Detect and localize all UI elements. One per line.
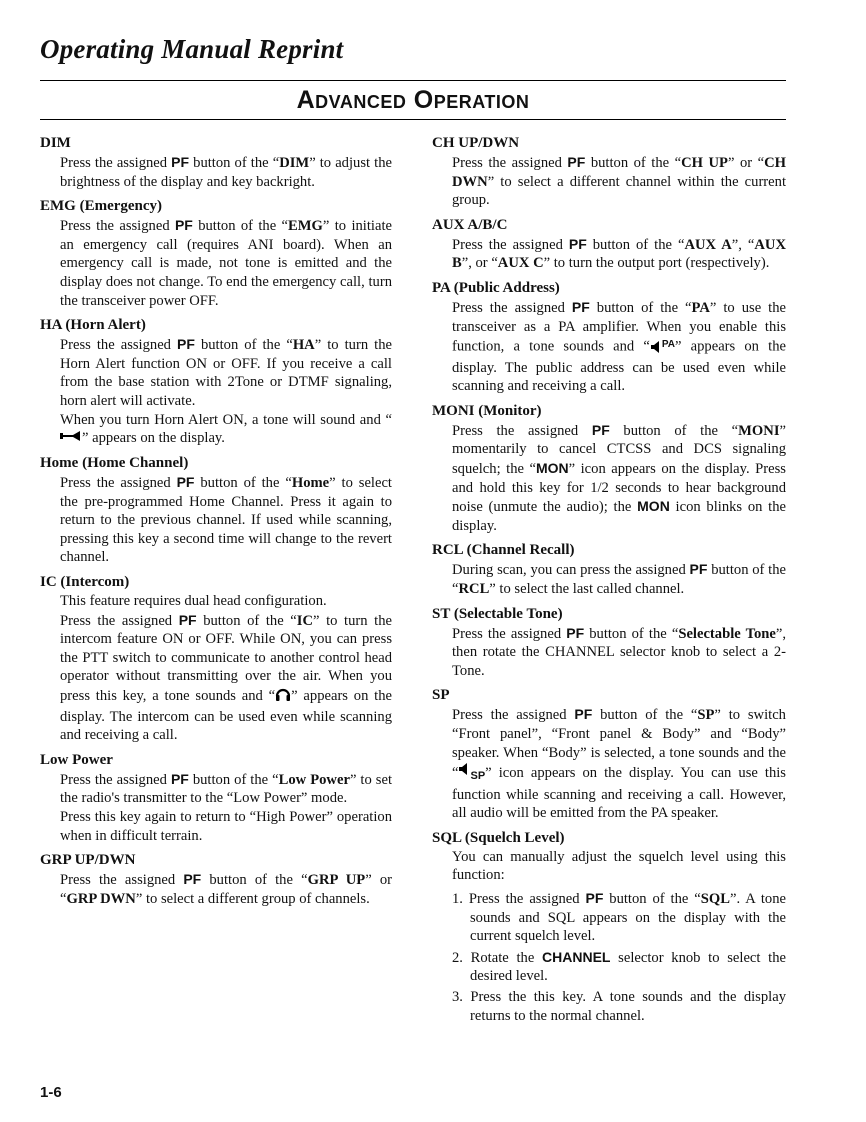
entry-title: SQL (Squelch Level) bbox=[432, 829, 565, 846]
header-rule bbox=[40, 80, 786, 81]
entry-ha bbox=[40, 316, 392, 448]
entry-body: This feature requires dual head configuration. Press the assigned PF button of the “IC” to turn the intercom feature ON or OFF. While ON, you can press the PTT switch to communicate to another control head operator without transmitting over the air. When you press this key, a tone sounds and “ ” appears on the display. The intercom can be used even while scanning and receiving a call. bbox=[60, 593, 392, 744]
right-column bbox=[432, 134, 786, 1031]
entry-body: Press the assigned PF button of the “GRP UP” or “GRP DWN” to select a different group of channels. bbox=[60, 871, 392, 907]
entry-sp bbox=[432, 686, 786, 822]
horn-icon bbox=[60, 429, 82, 448]
page-number: 1-6 bbox=[40, 1084, 62, 1101]
entry-title: AUX A/B/C bbox=[432, 216, 508, 233]
entry-title: HA (Horn Alert) bbox=[40, 317, 146, 334]
header-title: Operating Manual Reprint bbox=[40, 34, 344, 64]
entry-body: You can manually adjust the squelch level using this function: 1. Press the assigned PF button of the “SQL”. A tone sounds and SQL appears on the display with the current squelch level. 2. Rotate the CHANNEL selector knob to select the desired level. 3. Press the this key. A tone sounds and the display returns to the normal channel. bbox=[452, 848, 786, 1024]
entry-title: CH UP/DWN bbox=[432, 135, 520, 151]
section-title: Advanced Operation bbox=[296, 86, 530, 114]
entry-pa bbox=[432, 279, 786, 396]
entry-grp bbox=[40, 851, 392, 908]
left-column bbox=[40, 134, 392, 914]
entry-title: PA (Public Address) bbox=[432, 279, 560, 296]
section-rule bbox=[40, 119, 786, 120]
entry-st bbox=[432, 605, 786, 681]
entry-rcl bbox=[432, 541, 786, 598]
entry-title: ST (Selectable Tone) bbox=[432, 605, 563, 622]
entry-title: IC (Intercom) bbox=[40, 574, 130, 591]
entry-body: During scan, you can press the assigned PF button of the “RCL” to select the last called channel. bbox=[452, 561, 787, 597]
entry-title: GRP UP/DWN bbox=[40, 852, 136, 869]
entry-title: MONI (Monitor) bbox=[432, 402, 542, 419]
pa-speaker-icon: PA bbox=[650, 336, 675, 358]
entry-title: Home (Home Channel) bbox=[40, 455, 189, 472]
entry-body: Press the assigned PF button of the “PA” to use the transceiver as a PA amplifier. When you enable this function, a tone sounds and “ $^{PA}$” appears on the display. The public address can be used even while scanning and receiving a call. bbox=[452, 298, 786, 395]
entry-home bbox=[40, 454, 392, 567]
entry-emg bbox=[40, 197, 392, 310]
entry-body: Press the assigned PF button of the “AUX A”, “AUX B”, or “AUX C” to turn the output port (respectively). bbox=[452, 235, 786, 272]
entry-ch bbox=[432, 134, 786, 210]
entry-body: Press the assigned PF button of the “DIM” to adjust the brightness of the display and key backright. bbox=[60, 154, 392, 190]
entry-body: Press the assigned PF button of the “Selectable Tone”, then rotate the CHANNEL selector knob to select a 2-Tone. bbox=[452, 624, 787, 679]
entry-aux bbox=[432, 216, 786, 273]
entry-title: Low Power bbox=[40, 751, 113, 768]
entry-dim bbox=[40, 134, 392, 191]
entry-sql bbox=[432, 829, 786, 1025]
entry-body: Press the assigned PF button of the “MONI” momentarily to cancel CTCSS and DCS signaling squelch; the “MON” icon appears on the display. Press and hold this key for 1/2 seconds to hear background noise (unmute the audio); the MON icon blinks on the display. bbox=[452, 421, 786, 534]
entry-body: Press the assigned PF button of the “HA” to turn the Horn Alert function ON or OFF. If you receive a call from the base station with 2Tone or DTMF signaling, horn alert will activate. When you turn Horn Alert ON, a tone will sound and “” appears on the display. bbox=[60, 336, 392, 447]
entry-moni bbox=[432, 402, 786, 536]
list-item: 1. Press the assigned PF button of the “SQL”. A tone sounds and SQL appears on the display with the current squelch level. bbox=[452, 889, 786, 945]
list-item: 2. Rotate the CHANNEL selector knob to select the desired level. bbox=[452, 948, 786, 985]
entry-body: Press the assigned PF button of the “Low Power” to set the radio's transmitter to the “Low Power” mode. Press this key again to return to “High Power” operation when in difficult terrain. bbox=[60, 770, 392, 844]
entry-title: DIM bbox=[40, 135, 71, 151]
entry-low-power bbox=[40, 751, 392, 845]
entry-title: SP bbox=[432, 687, 450, 704]
entry-body: Press the assigned PF button of the “SP” to switch “Front panel”, “Front panel & Body” and “Body” speaker. When “Body” is selected, a tone sounds and the “ $_{SP}$” icon appears on the display. You can use this function while scanning and receiving a call. However, all audio will be emitted from the PA speaker. bbox=[452, 706, 786, 822]
headset-icon bbox=[275, 686, 291, 708]
list-item: 3. Press the this key. A tone sounds and the display returns to the normal channel. bbox=[452, 988, 786, 1024]
sql-steps bbox=[452, 889, 786, 1025]
entry-title: RCL (Channel Recall) bbox=[432, 542, 575, 559]
entry-body: Press the assigned PF button of the “CH UP” or “CH DWN” to select a different channel within the current group. bbox=[452, 154, 786, 209]
entry-body: Press the assigned PF button of the “Home” to select the pre-programmed Home Channel. Press it again to return to the previous channel. If used while scanning, pressing this key a second time will change to the revert channel. bbox=[60, 474, 392, 566]
entry-body: Press the assigned PF button of the “EMG” to initiate an emergency call (requires ANI board). When an emergency call is made, not tone is emitted and the display does not change. To end the emergency call, turn the transceiver power OFF. bbox=[60, 217, 392, 309]
sp-speaker-icon: SP bbox=[458, 762, 485, 786]
entry-ic bbox=[40, 573, 392, 745]
entry-title: EMG (Emergency) bbox=[40, 198, 163, 215]
